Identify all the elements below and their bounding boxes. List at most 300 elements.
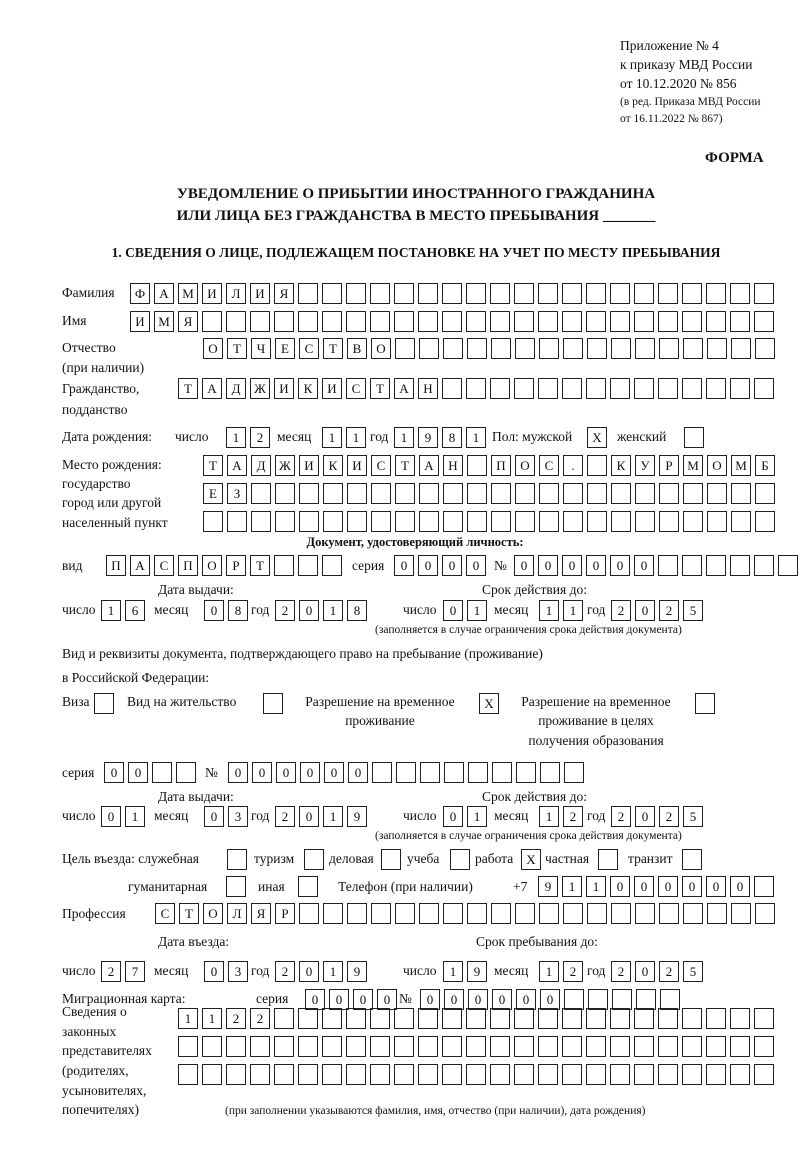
char-cell[interactable]: [610, 1008, 630, 1029]
char-cell[interactable]: [683, 511, 703, 532]
char-cell[interactable]: [612, 989, 632, 1010]
char-cell[interactable]: [371, 483, 391, 504]
char-cell[interactable]: М: [154, 311, 174, 332]
char-cell[interactable]: 0: [442, 555, 462, 576]
char-cell[interactable]: [634, 283, 654, 304]
char-cell[interactable]: [370, 283, 390, 304]
char-cell[interactable]: [299, 483, 319, 504]
char-cell[interactable]: 0: [305, 989, 325, 1010]
char-cell[interactable]: [250, 1036, 270, 1057]
char-cell[interactable]: [754, 876, 774, 897]
char-cell[interactable]: [370, 1036, 390, 1057]
char-cell[interactable]: [490, 1064, 510, 1085]
char-cell[interactable]: [586, 378, 606, 399]
char-cell[interactable]: 3: [228, 961, 248, 982]
char-cell[interactable]: 1: [562, 876, 582, 897]
char-cell[interactable]: 2: [563, 961, 583, 982]
char-cell[interactable]: П: [178, 555, 198, 576]
char-cell[interactable]: 0: [204, 600, 224, 621]
char-cell[interactable]: [466, 378, 486, 399]
char-cell[interactable]: [467, 511, 487, 532]
char-cell[interactable]: [202, 1064, 222, 1085]
char-cell[interactable]: [731, 483, 751, 504]
char-cell[interactable]: [562, 311, 582, 332]
char-cell[interactable]: [395, 483, 415, 504]
char-cell[interactable]: 5: [683, 600, 703, 621]
char-cell[interactable]: 2: [250, 427, 270, 448]
char-cell[interactable]: 8: [228, 600, 248, 621]
char-cell[interactable]: [707, 511, 727, 532]
char-cell[interactable]: [658, 1036, 678, 1057]
char-cell[interactable]: 0: [204, 806, 224, 827]
char-cell[interactable]: 0: [658, 876, 678, 897]
char-cell[interactable]: [514, 1036, 534, 1057]
char-cell[interactable]: [275, 483, 295, 504]
char-cell[interactable]: [610, 283, 630, 304]
char-cell[interactable]: 2: [611, 806, 631, 827]
char-cell[interactable]: [659, 511, 679, 532]
char-cell[interactable]: [274, 555, 294, 576]
char-cell[interactable]: [490, 1008, 510, 1029]
char-cell[interactable]: [176, 762, 196, 783]
char-cell[interactable]: И: [130, 311, 150, 332]
char-cell[interactable]: 0: [420, 989, 440, 1010]
char-cell[interactable]: [490, 283, 510, 304]
char-cell[interactable]: И: [347, 455, 367, 476]
char-cell[interactable]: А: [202, 378, 222, 399]
char-cell[interactable]: [298, 1008, 318, 1029]
char-cell[interactable]: Р: [226, 555, 246, 576]
char-cell[interactable]: [274, 1064, 294, 1085]
char-cell[interactable]: 9: [347, 961, 367, 982]
char-cell[interactable]: 0: [444, 989, 464, 1010]
char-cell[interactable]: [587, 483, 607, 504]
char-cell[interactable]: [611, 483, 631, 504]
char-cell[interactable]: [263, 693, 283, 714]
char-cell[interactable]: [706, 378, 726, 399]
char-cell[interactable]: [202, 311, 222, 332]
char-cell[interactable]: 2: [659, 600, 679, 621]
char-cell[interactable]: [274, 1036, 294, 1057]
char-cell[interactable]: 0: [540, 989, 560, 1010]
char-cell[interactable]: [539, 338, 559, 359]
char-cell[interactable]: [610, 1036, 630, 1057]
char-cell[interactable]: [394, 1036, 414, 1057]
char-cell[interactable]: 8: [442, 427, 462, 448]
char-cell[interactable]: [323, 903, 343, 924]
char-cell[interactable]: 0: [514, 555, 534, 576]
char-cell[interactable]: 9: [347, 806, 367, 827]
char-cell[interactable]: [754, 378, 774, 399]
char-cell[interactable]: [562, 283, 582, 304]
char-cell[interactable]: [706, 311, 726, 332]
char-cell[interactable]: 1: [101, 600, 121, 621]
char-cell[interactable]: [659, 483, 679, 504]
char-cell[interactable]: 0: [610, 555, 630, 576]
char-cell[interactable]: [226, 1064, 246, 1085]
char-cell[interactable]: К: [298, 378, 318, 399]
char-cell[interactable]: И: [250, 283, 270, 304]
char-cell[interactable]: [610, 311, 630, 332]
char-cell[interactable]: [538, 1008, 558, 1029]
char-cell[interactable]: 1: [443, 961, 463, 982]
char-cell[interactable]: [226, 1036, 246, 1057]
char-cell[interactable]: [346, 283, 366, 304]
char-cell[interactable]: [418, 1064, 438, 1085]
char-cell[interactable]: 1: [466, 427, 486, 448]
char-cell[interactable]: [418, 283, 438, 304]
char-cell[interactable]: [274, 311, 294, 332]
char-cell[interactable]: 0: [538, 555, 558, 576]
char-cell[interactable]: [419, 483, 439, 504]
char-cell[interactable]: [346, 311, 366, 332]
char-cell[interactable]: [490, 378, 510, 399]
char-cell[interactable]: [730, 1036, 750, 1057]
char-cell[interactable]: [682, 1064, 702, 1085]
char-cell[interactable]: [323, 483, 343, 504]
char-cell[interactable]: 9: [538, 876, 558, 897]
char-cell[interactable]: 1: [323, 600, 343, 621]
char-cell[interactable]: [395, 903, 415, 924]
char-cell[interactable]: [299, 903, 319, 924]
char-cell[interactable]: 0: [377, 989, 397, 1010]
char-cell[interactable]: 0: [635, 600, 655, 621]
char-cell[interactable]: [754, 1036, 774, 1057]
char-cell[interactable]: [598, 849, 618, 870]
char-cell[interactable]: П: [106, 555, 126, 576]
char-cell[interactable]: [755, 511, 775, 532]
char-cell[interactable]: [395, 511, 415, 532]
char-cell[interactable]: [731, 338, 751, 359]
char-cell[interactable]: [682, 1008, 702, 1029]
char-cell[interactable]: [347, 903, 367, 924]
char-cell[interactable]: [731, 511, 751, 532]
char-cell[interactable]: С: [299, 338, 319, 359]
char-cell[interactable]: [658, 1064, 678, 1085]
char-cell[interactable]: [275, 511, 295, 532]
char-cell[interactable]: 2: [275, 961, 295, 982]
char-cell[interactable]: С: [371, 455, 391, 476]
char-cell[interactable]: [372, 762, 392, 783]
char-cell[interactable]: 2: [101, 961, 121, 982]
char-cell[interactable]: [563, 511, 583, 532]
char-cell[interactable]: [94, 693, 114, 714]
char-cell[interactable]: [682, 283, 702, 304]
char-cell[interactable]: И: [274, 378, 294, 399]
char-cell[interactable]: [322, 311, 342, 332]
char-cell[interactable]: 0: [706, 876, 726, 897]
char-cell[interactable]: 2: [611, 961, 631, 982]
char-cell[interactable]: 0: [299, 806, 319, 827]
char-cell[interactable]: 0: [101, 806, 121, 827]
char-cell[interactable]: [610, 1064, 630, 1085]
char-cell[interactable]: [611, 338, 631, 359]
char-cell[interactable]: [370, 311, 390, 332]
char-cell[interactable]: 1: [178, 1008, 198, 1029]
char-cell[interactable]: [634, 1008, 654, 1029]
char-cell[interactable]: 0: [252, 762, 272, 783]
char-cell[interactable]: [491, 338, 511, 359]
char-cell[interactable]: 1: [323, 961, 343, 982]
char-cell[interactable]: [250, 311, 270, 332]
char-cell[interactable]: [538, 1036, 558, 1057]
char-cell[interactable]: С: [346, 378, 366, 399]
char-cell[interactable]: [298, 876, 318, 897]
char-cell[interactable]: 0: [610, 876, 630, 897]
char-cell[interactable]: [587, 511, 607, 532]
char-cell[interactable]: О: [202, 555, 222, 576]
char-cell[interactable]: 7: [125, 961, 145, 982]
char-cell[interactable]: 0: [730, 876, 750, 897]
char-cell[interactable]: А: [394, 378, 414, 399]
char-cell[interactable]: 0: [418, 555, 438, 576]
char-cell[interactable]: Е: [275, 338, 295, 359]
char-cell[interactable]: [539, 511, 559, 532]
char-cell[interactable]: [442, 1036, 462, 1057]
char-cell[interactable]: [466, 1064, 486, 1085]
char-cell[interactable]: [587, 338, 607, 359]
char-cell[interactable]: [514, 283, 534, 304]
char-cell[interactable]: О: [203, 903, 223, 924]
char-cell[interactable]: [682, 311, 702, 332]
char-cell[interactable]: Ч: [251, 338, 271, 359]
char-cell[interactable]: 1: [125, 806, 145, 827]
char-cell[interactable]: [419, 903, 439, 924]
char-cell[interactable]: 1: [202, 1008, 222, 1029]
char-cell[interactable]: [730, 378, 750, 399]
char-cell[interactable]: [322, 1036, 342, 1057]
char-cell[interactable]: [467, 903, 487, 924]
char-cell[interactable]: [322, 1064, 342, 1085]
char-cell[interactable]: 0: [300, 762, 320, 783]
char-cell[interactable]: [346, 1064, 366, 1085]
char-cell[interactable]: И: [322, 378, 342, 399]
char-cell[interactable]: [298, 1036, 318, 1057]
char-cell[interactable]: 0: [516, 989, 536, 1010]
char-cell[interactable]: О: [707, 455, 727, 476]
char-cell[interactable]: [394, 1064, 414, 1085]
char-cell[interactable]: 6: [125, 600, 145, 621]
char-cell[interactable]: 0: [586, 555, 606, 576]
char-cell[interactable]: 1: [467, 806, 487, 827]
char-cell[interactable]: М: [731, 455, 751, 476]
char-cell[interactable]: 5: [683, 961, 703, 982]
char-cell[interactable]: И: [202, 283, 222, 304]
char-cell[interactable]: [706, 283, 726, 304]
char-cell[interactable]: [538, 378, 558, 399]
char-cell[interactable]: [492, 762, 512, 783]
char-cell[interactable]: 0: [562, 555, 582, 576]
char-cell[interactable]: Р: [659, 455, 679, 476]
char-cell[interactable]: [490, 311, 510, 332]
char-cell[interactable]: Т: [395, 455, 415, 476]
char-cell[interactable]: [178, 1036, 198, 1057]
char-cell[interactable]: А: [419, 455, 439, 476]
char-cell[interactable]: [706, 1064, 726, 1085]
char-cell[interactable]: [586, 311, 606, 332]
char-cell[interactable]: [443, 338, 463, 359]
char-cell[interactable]: [682, 849, 702, 870]
char-cell[interactable]: [418, 1036, 438, 1057]
char-cell[interactable]: Т: [178, 378, 198, 399]
char-cell[interactable]: 2: [563, 806, 583, 827]
char-cell[interactable]: Ж: [275, 455, 295, 476]
char-cell[interactable]: [202, 1036, 222, 1057]
char-cell[interactable]: [754, 1008, 774, 1029]
char-cell[interactable]: [539, 903, 559, 924]
char-cell[interactable]: [419, 338, 439, 359]
char-cell[interactable]: 2: [611, 600, 631, 621]
char-cell[interactable]: [706, 1036, 726, 1057]
char-cell[interactable]: 0: [324, 762, 344, 783]
char-cell[interactable]: О: [203, 338, 223, 359]
char-cell[interactable]: 9: [467, 961, 487, 982]
char-cell[interactable]: [658, 283, 678, 304]
char-cell[interactable]: [587, 455, 607, 476]
char-cell[interactable]: 1: [539, 600, 559, 621]
char-cell[interactable]: 1: [563, 600, 583, 621]
char-cell[interactable]: [395, 338, 415, 359]
char-cell[interactable]: [755, 338, 775, 359]
char-cell[interactable]: А: [130, 555, 150, 576]
char-cell[interactable]: С: [539, 455, 559, 476]
char-cell[interactable]: 0: [466, 555, 486, 576]
char-cell[interactable]: [304, 849, 324, 870]
char-cell[interactable]: [611, 903, 631, 924]
char-cell[interactable]: 0: [634, 876, 654, 897]
char-cell[interactable]: [755, 483, 775, 504]
char-cell[interactable]: Н: [443, 455, 463, 476]
char-cell[interactable]: [706, 555, 726, 576]
char-cell[interactable]: [586, 283, 606, 304]
char-cell[interactable]: [659, 903, 679, 924]
char-cell[interactable]: [515, 483, 535, 504]
char-cell[interactable]: [491, 511, 511, 532]
char-cell[interactable]: [420, 762, 440, 783]
char-cell[interactable]: [418, 311, 438, 332]
char-cell[interactable]: [370, 1008, 390, 1029]
char-cell[interactable]: [298, 283, 318, 304]
char-cell[interactable]: Л: [226, 283, 246, 304]
char-cell[interactable]: [152, 762, 172, 783]
char-cell[interactable]: [346, 1036, 366, 1057]
char-cell[interactable]: [274, 1008, 294, 1029]
char-cell[interactable]: [514, 311, 534, 332]
char-cell[interactable]: Я: [251, 903, 271, 924]
char-cell[interactable]: [323, 511, 343, 532]
char-cell[interactable]: [226, 876, 246, 897]
char-cell[interactable]: [562, 378, 582, 399]
char-cell[interactable]: [467, 338, 487, 359]
char-cell[interactable]: [564, 762, 584, 783]
char-cell[interactable]: [634, 1036, 654, 1057]
char-cell[interactable]: С: [154, 555, 174, 576]
char-cell[interactable]: И: [299, 455, 319, 476]
char-cell[interactable]: Д: [226, 378, 246, 399]
char-cell[interactable]: [394, 311, 414, 332]
char-cell[interactable]: [634, 1064, 654, 1085]
char-cell[interactable]: [730, 1008, 750, 1029]
char-cell[interactable]: [588, 989, 608, 1010]
char-cell[interactable]: 2: [275, 806, 295, 827]
char-cell[interactable]: [538, 283, 558, 304]
char-cell[interactable]: 0: [635, 806, 655, 827]
char-cell[interactable]: [730, 555, 750, 576]
char-cell[interactable]: 1: [539, 806, 559, 827]
char-cell[interactable]: [658, 1008, 678, 1029]
char-cell[interactable]: [515, 903, 535, 924]
char-cell[interactable]: К: [323, 455, 343, 476]
char-cell[interactable]: [778, 555, 798, 576]
char-cell[interactable]: 1: [323, 806, 343, 827]
char-cell[interactable]: [754, 1064, 774, 1085]
char-cell[interactable]: 0: [276, 762, 296, 783]
char-cell[interactable]: [227, 849, 247, 870]
char-cell[interactable]: [298, 555, 318, 576]
char-cell[interactable]: [682, 555, 702, 576]
char-cell[interactable]: [635, 511, 655, 532]
char-cell[interactable]: [731, 903, 751, 924]
char-cell[interactable]: [466, 1008, 486, 1029]
char-cell[interactable]: [636, 989, 656, 1010]
char-cell[interactable]: [298, 1064, 318, 1085]
char-cell[interactable]: [203, 511, 223, 532]
char-cell[interactable]: [706, 1008, 726, 1029]
char-cell[interactable]: [347, 511, 367, 532]
char-cell[interactable]: [695, 693, 715, 714]
char-cell[interactable]: [347, 483, 367, 504]
char-cell[interactable]: С: [155, 903, 175, 924]
char-cell[interactable]: Т: [203, 455, 223, 476]
char-cell[interactable]: А: [154, 283, 174, 304]
char-cell[interactable]: 0: [228, 762, 248, 783]
char-cell[interactable]: Ф: [130, 283, 150, 304]
char-cell[interactable]: [419, 511, 439, 532]
char-cell[interactable]: 2: [659, 806, 679, 827]
char-cell[interactable]: 8: [347, 600, 367, 621]
char-cell[interactable]: [682, 378, 702, 399]
char-cell[interactable]: [443, 511, 463, 532]
char-cell[interactable]: [683, 483, 703, 504]
char-cell[interactable]: [635, 903, 655, 924]
char-cell[interactable]: Д: [251, 455, 271, 476]
char-cell[interactable]: [755, 903, 775, 924]
char-cell[interactable]: [515, 511, 535, 532]
char-cell[interactable]: [515, 338, 535, 359]
char-cell[interactable]: А: [227, 455, 247, 476]
char-cell[interactable]: [611, 511, 631, 532]
char-cell[interactable]: [539, 483, 559, 504]
char-cell[interactable]: [683, 338, 703, 359]
char-cell[interactable]: [635, 338, 655, 359]
char-cell[interactable]: О: [371, 338, 391, 359]
char-cell[interactable]: 0: [443, 806, 463, 827]
char-cell[interactable]: [322, 283, 342, 304]
char-cell[interactable]: [564, 989, 584, 1010]
char-cell[interactable]: 2: [226, 1008, 246, 1029]
char-cell[interactable]: [466, 311, 486, 332]
char-cell[interactable]: [250, 1064, 270, 1085]
char-cell[interactable]: В: [347, 338, 367, 359]
char-cell[interactable]: [634, 311, 654, 332]
char-cell[interactable]: [586, 1008, 606, 1029]
char-cell[interactable]: [370, 1064, 390, 1085]
char-cell[interactable]: [754, 311, 774, 332]
char-cell[interactable]: 1: [539, 961, 559, 982]
char-cell[interactable]: [562, 1064, 582, 1085]
char-cell[interactable]: [682, 1036, 702, 1057]
char-cell[interactable]: 1: [346, 427, 366, 448]
